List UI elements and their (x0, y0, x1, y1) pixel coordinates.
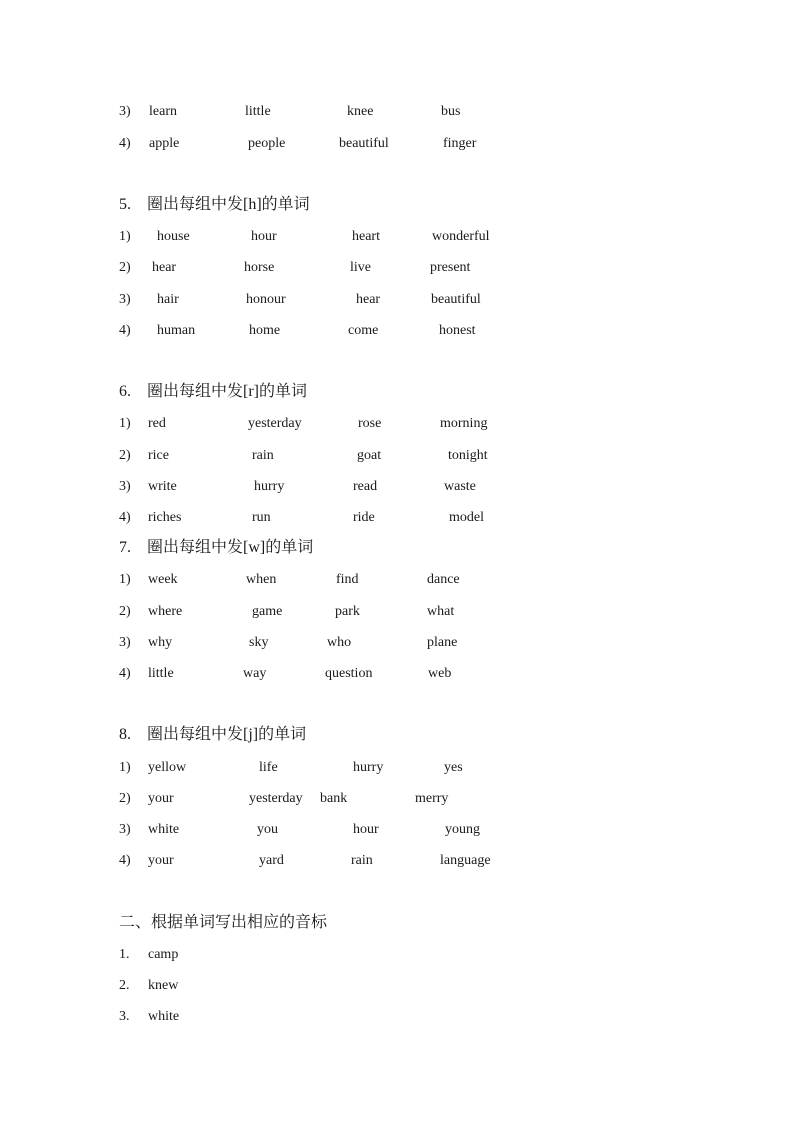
word: sky (249, 635, 269, 650)
row-number: 3) (119, 635, 131, 650)
word: bus (441, 104, 461, 119)
word: rice (148, 448, 169, 463)
word: human (157, 323, 196, 338)
word: yes (444, 760, 463, 775)
word: language (440, 853, 491, 868)
word: your (148, 791, 174, 806)
word-row (0, 851, 794, 871)
row-number: 3) (119, 292, 131, 307)
word: question (325, 666, 373, 681)
list-item (0, 1007, 794, 1027)
word-row (0, 414, 794, 434)
word: come (348, 323, 379, 338)
word-row (0, 134, 794, 154)
word: little (148, 666, 174, 681)
word-row (0, 321, 794, 341)
word: beautiful (339, 136, 389, 151)
word: your (148, 853, 174, 868)
word: horse (244, 260, 275, 275)
question-text: 圈出每组中发[j]的单词 (147, 726, 307, 743)
word: camp (148, 947, 179, 962)
list-item (0, 976, 794, 996)
word: read (353, 479, 378, 494)
word: red (148, 416, 166, 431)
word: hear (356, 292, 381, 307)
word: present (430, 260, 471, 275)
word-row (0, 227, 794, 247)
word-row (0, 446, 794, 466)
question-text: 圈出每组中发[h]的单词 (147, 196, 310, 213)
word: young (445, 822, 480, 837)
word: beautiful (431, 292, 481, 307)
word: tonight (448, 448, 488, 463)
word: run (252, 510, 271, 525)
word: morning (440, 416, 488, 431)
word-row (0, 820, 794, 840)
word: game (252, 604, 283, 619)
word: finger (443, 136, 477, 151)
word: little (245, 104, 271, 119)
word: riches (148, 510, 182, 525)
question-number: 7. (119, 539, 131, 556)
word: people (248, 136, 286, 151)
row-number: 3) (119, 822, 131, 837)
word: knew (148, 978, 179, 993)
word: why (148, 635, 173, 650)
word: live (350, 260, 371, 275)
word-row (0, 102, 794, 122)
word: waste (444, 479, 476, 494)
word: who (327, 635, 352, 650)
row-number: 1) (119, 760, 131, 775)
question-heading (119, 724, 306, 746)
word: web (428, 666, 452, 681)
word: yard (259, 853, 284, 868)
word: hurry (353, 760, 384, 775)
row-number: 4) (119, 666, 131, 681)
row-number: 2) (119, 604, 131, 619)
word: you (257, 822, 278, 837)
word: ride (353, 510, 375, 525)
word: yesterday (249, 791, 303, 806)
word-row (0, 758, 794, 778)
row-number: 4) (119, 510, 131, 525)
word: life (259, 760, 278, 775)
word: what (427, 604, 455, 619)
row-number: 4) (119, 323, 131, 338)
word: knee (347, 104, 374, 119)
question-heading (119, 194, 310, 216)
word: rain (252, 448, 274, 463)
section-title: 二、根据单词写出相应的音标 (119, 914, 328, 931)
word-row (0, 570, 794, 590)
word: hear (152, 260, 177, 275)
row-number: 2) (119, 448, 131, 463)
word: merry (415, 791, 449, 806)
word: bank (320, 791, 348, 806)
question-heading (119, 381, 307, 403)
row-number: 1) (119, 572, 131, 587)
word: rose (358, 416, 382, 431)
word-row (0, 602, 794, 622)
question-text: 圈出每组中发[w]的单词 (147, 539, 314, 556)
word: model (449, 510, 484, 525)
word: honest (439, 323, 476, 338)
item-number: 3. (119, 1009, 130, 1024)
row-number: 3) (119, 104, 131, 119)
row-number: 3) (119, 479, 131, 494)
list-item (0, 945, 794, 965)
word: white (148, 1009, 180, 1024)
item-number: 2. (119, 978, 130, 993)
row-number: 4) (119, 853, 131, 868)
word: house (157, 229, 190, 244)
word: wonderful (432, 229, 490, 244)
question-heading (119, 537, 313, 559)
word: park (335, 604, 360, 619)
word: week (148, 572, 178, 587)
row-number: 4) (119, 136, 131, 151)
word: hour (251, 229, 277, 244)
word-row (0, 290, 794, 310)
row-number: 1) (119, 229, 131, 244)
word: find (336, 572, 359, 587)
word: hour (353, 822, 379, 837)
row-number: 2) (119, 791, 131, 806)
word: honour (246, 292, 286, 307)
row-number: 1) (119, 416, 131, 431)
item-number: 1. (119, 947, 130, 962)
word: rain (351, 853, 373, 868)
word: way (243, 666, 267, 681)
word-row (0, 664, 794, 684)
word: heart (352, 229, 380, 244)
word: yesterday (248, 416, 302, 431)
question-text: 圈出每组中发[r]的单词 (147, 383, 307, 400)
word: where (148, 604, 183, 619)
question-number: 5. (119, 196, 131, 213)
question-number: 8. (119, 726, 131, 743)
word: goat (357, 448, 382, 463)
word-row (0, 789, 794, 809)
word-row (0, 508, 794, 528)
word: hair (157, 292, 179, 307)
word: dance (427, 572, 460, 587)
word: learn (149, 104, 177, 119)
word-row (0, 477, 794, 497)
word: home (249, 323, 281, 338)
word: yellow (148, 760, 187, 775)
word: plane (427, 635, 458, 650)
word: white (148, 822, 180, 837)
word: apple (149, 136, 180, 151)
word: write (148, 479, 177, 494)
question-number: 6. (119, 383, 131, 400)
word: when (246, 572, 277, 587)
word-row (0, 258, 794, 278)
word: hurry (254, 479, 285, 494)
row-number: 2) (119, 260, 131, 275)
word-row (0, 633, 794, 653)
